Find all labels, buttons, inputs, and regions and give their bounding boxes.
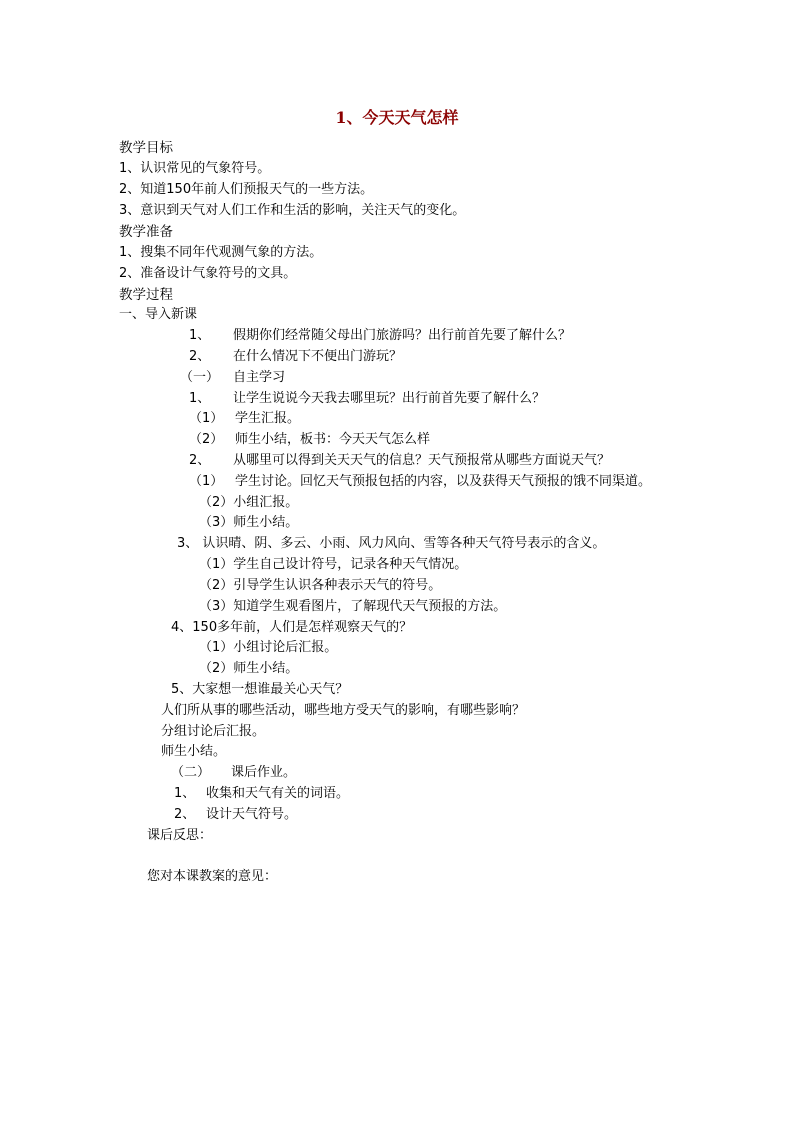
question-item: 4、150多年前，人们是怎样观察天气的？ <box>171 620 413 635</box>
sub-item: （2）引导学生认识各种表示天气的符号。 <box>199 578 442 593</box>
item-number: 2、 <box>189 349 211 364</box>
question-item <box>189 452 610 470</box>
goal-item: 3、意识到天气对人们工作和生活的影响，关注天气的变化。 <box>119 203 466 218</box>
item-text: 师生小结，板书：今天天气怎么样 <box>235 432 431 447</box>
goal-item: 1、认识常见的气象符号。 <box>119 161 271 176</box>
prep-item: 2、准备设计气象符号的文具。 <box>119 266 297 281</box>
item-text: 设计天气符号。 <box>206 807 298 822</box>
item-number: （1） <box>189 474 224 489</box>
sub-item: （2）师生小结。 <box>199 661 299 676</box>
item-text: 学生汇报。 <box>235 411 301 426</box>
question-item: 5、大家想一想谁最关心天气？ <box>171 682 349 697</box>
homework-item <box>174 806 297 824</box>
item-text: 让学生说说今天我去哪里玩？出行前首先要了解什么？ <box>233 391 546 406</box>
item-number: 2、 <box>189 453 211 468</box>
intro-item <box>189 327 571 345</box>
section-heading-goals: 教学目标 <box>119 140 173 156</box>
item-text: 收集和天气有关的词语。 <box>206 786 350 801</box>
part-heading-homework <box>171 764 296 782</box>
item-number: 1、 <box>174 786 196 801</box>
item-text: 从哪里可以得到关天天气的信息？天气预报常从哪些方面说天气？ <box>233 453 611 468</box>
section-heading-prep: 教学准备 <box>119 224 173 240</box>
sub-item: （2）小组汇报。 <box>199 495 299 510</box>
part-number: （一） <box>180 370 220 385</box>
item-number: 1、 <box>189 328 211 343</box>
item-number: （1） <box>189 411 224 426</box>
section-heading-process: 教学过程 <box>119 287 173 303</box>
question-item <box>189 390 545 408</box>
reflection-label: 课后反思： <box>147 828 213 843</box>
document-title: 1、今天天气怎样 <box>335 108 459 127</box>
item-number: （2） <box>189 432 224 447</box>
sub-item: （1）小组讨论后汇报。 <box>199 640 338 655</box>
question-item: 3、 认识晴、阴、多云、小雨、风力风向、雪等各种天气符号表示的含义。 <box>177 536 606 551</box>
prep-item: 1、搜集不同年代观测气象的方法。 <box>119 245 323 260</box>
part-heading-self-study <box>180 369 285 387</box>
item-number: 2、 <box>174 807 196 822</box>
part-number: （二） <box>171 765 211 780</box>
item-number: 1、 <box>189 391 211 406</box>
body-line: 人们所从事的哪些活动，哪些地方受天气的影响，有哪些影响？ <box>161 703 526 718</box>
part-text: 课后作业。 <box>231 765 297 780</box>
sub-item <box>189 410 300 428</box>
sub-item: （1）学生自己设计符号，记录各种天气情况。 <box>199 557 468 572</box>
sub-item <box>189 473 651 491</box>
body-line: 师生小结。 <box>161 744 227 759</box>
sub-item: （3）知道学生观看图片，了解现代天气预报的方法。 <box>199 599 507 614</box>
feedback-label: 您对本课教案的意见： <box>147 869 278 884</box>
item-text: 假期你们经常随父母出门旅游吗？出行前首先要了解什么？ <box>233 328 572 343</box>
part-text: 自主学习 <box>233 370 286 385</box>
goal-item: 2、知道150年前人们预报天气的一些方法。 <box>119 182 374 197</box>
homework-item <box>174 785 349 803</box>
body-line: 分组讨论后汇报。 <box>161 724 266 739</box>
intro-heading: 一、导入新课 <box>119 307 198 322</box>
intro-item <box>189 348 402 366</box>
item-text: 在什么情况下不便出门游玩？ <box>233 349 403 364</box>
item-text: 学生讨论。回忆天气预报包括的内容，以及获得天气预报的饿不同渠道。 <box>235 474 652 489</box>
sub-item: （3）师生小结。 <box>199 515 299 530</box>
sub-item <box>189 431 430 449</box>
